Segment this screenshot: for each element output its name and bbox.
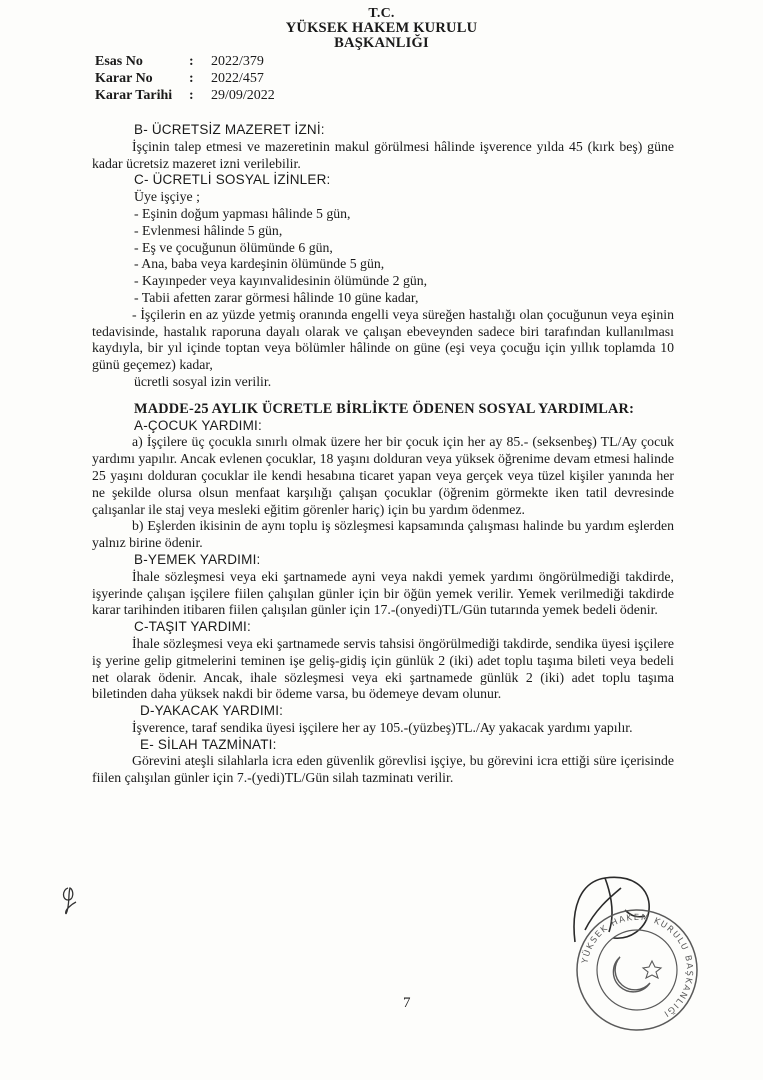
meta-label: Karar No <box>95 71 153 86</box>
meta-value: 29/09/2022 <box>211 88 275 103</box>
case-meta <box>95 53 321 104</box>
meta-colon: : <box>189 88 194 103</box>
section-title-ucretli-izin: C- ÜCRETLİ SOSYAL İZİNLER: <box>134 172 331 188</box>
document-body <box>92 122 674 787</box>
paragraph-cocuk-a: a) İşçilere üç çocukla sınırlı olmak üzere her bir çocuk için her ay 85.- (seksenbeş) TL/Ay çocuk yardımı yapılır. Ancak evlenen çocuklar, 18 yaşını dolduran veya yüksek öğrenime devam etmesi halinde 25 yaşını dolduran çocuklar ile kendi hesabına ticaret yapan veya gerçek veya tüzel kişiler yanında her ne şekilde olursa olsun menfaat karşılığı çalışan çocuklar (öğrenim görmekte iken tatil devresinde çalışanlar ile staj veya mesleki eğitim görenler hariç) için bu yardım ödenmez. <box>92 434 674 517</box>
header-tc: T.C. <box>368 6 395 21</box>
section-title-yemek: B-YEMEK YARDIMI: <box>134 551 261 567</box>
meta-value: 2022/379 <box>211 54 264 69</box>
meta-value: 2022/457 <box>211 71 264 86</box>
meta-colon: : <box>189 71 194 86</box>
document-header <box>0 6 763 51</box>
list-item: - Eşinin doğum yapması hâlinde 5 gün, <box>134 205 351 221</box>
section-title-tasit: C-TAŞIT YARDIMI: <box>134 619 251 635</box>
list-item: - Ana, baba veya kardeşinin ölümünde 5 gün, <box>134 256 385 272</box>
paragraph-yakacak: İşverence, taraf sendika üyesi işçilere her ay 105.-(yüzbeş)TL./Ay yakacak yardımı yapılır. <box>132 719 633 735</box>
list-item: - Eş ve çocuğunun ölümünde 6 gün, <box>134 239 333 255</box>
closing-line: ücretli sosyal izin verilir. <box>134 373 272 389</box>
paragraph-cocuk-b: b) Eşlerden ikisinin de aynı toplu iş sözleşmesi kapsamında çalışması halinde bu yardım eşlerden yalnız birine ödenir. <box>92 518 674 551</box>
section-title-ucretsiz-izin: B- ÜCRETSİZ MAZERET İZNİ: <box>134 122 325 137</box>
paragraph-silah: Görevini ateşli silahlarla icra eden güvenlik görevlisi işçiye, bu görevini icra ettiği süre içerisinde fiilen çalışılan günler için 7.-(yedi)TL/Gün silah tazminatı verilir. <box>92 753 674 786</box>
meta-row-esas <box>95 53 321 70</box>
list-item: - Evlenmesi hâlinde 5 gün, <box>134 222 283 238</box>
paragraph-ucretsiz-izin: İşçinin talep etmesi ve mazeretinin makul görülmesi hâlinde işverence yılda 45 (kırk beş) güne kadar ücretsiz mazeret izni verilebilir. <box>92 138 674 171</box>
header-office: BAŞKANLIĞI <box>334 35 429 51</box>
meta-row-karar <box>95 70 321 87</box>
paragraph-tasit: İhale sözleşmesi veya eki şartnamede servis tahsisi öngörülmediği takdirde, sendika üyesi işçilere iş yerine gelip gitmelerini teminen işe geliş-gidiş için günlük 2 (iki) adet toplu taşıma bileti veya bedeli net olarak ödenir. Ancak, ihale sözleşmesi veya eki şartnamede günlük 2 (iki) adet toplu taşıma biletinden daha yüksek nakdi bir ödeme varsa, bu ödemeye devam olunur. <box>92 635 674 702</box>
meta-row-tarih <box>95 87 321 104</box>
initial-signature-icon <box>60 880 90 920</box>
page-number: 7 <box>403 995 411 1011</box>
list-item: - Tabii afetten zarar görmesi hâlinde 10 güne kadar, <box>134 289 419 305</box>
paragraph-yemek: İhale sözleşmesi veya eki şartnamede ayni veya nakdi yemek yardımı öngörülmediği takdirde, işyerinde çalışan işçilere fiilen çalışılan günler için bir öğün yemek verilir. Yemek verilmediği takdirde karar tarihinden itibaren fiilen çalışılan günler için 17.-(onyedi)TL/Gün tutarında yemek bedeli ödenir. <box>92 568 674 618</box>
meta-label: Esas No <box>95 54 143 69</box>
section-title-silah: E- SİLAH TAZMİNATI: <box>140 736 277 752</box>
section-title-cocuk: A-ÇOCUK YARDIMI: <box>134 417 262 433</box>
article-title: MADDE-25 AYLIK ÜCRETLE BİRLİKTE ÖDENEN SOSYAL YARDIMLAR: <box>134 400 635 417</box>
section-title-yakacak: D-YAKACAK YARDIMI: <box>140 703 284 719</box>
seal-text: YÜKSEK HAKEM KURULU BAŞKANLIĞI <box>580 912 695 1019</box>
meta-colon: : <box>189 54 194 69</box>
official-seal-icon <box>572 905 702 1035</box>
meta-label: Karar Tarihi <box>95 88 173 103</box>
list-item-engelli: - İşçilerin en az yüzde yetmiş oranında engelli veya süreğen hastalığı olan çocuğunun veya eşinin tedavisinde, hastalık raporuna dayalı olarak ve çalışan ebeveynden sadece biri tarafından kullanılması kaydıyla, bir yıl içinde toptan veya bölümler hâlinde on güne (eşi veya çocuğu için yıllık toplamda 10 günü geçemez) kadar, <box>92 306 674 373</box>
header-institution: YÜKSEK HAKEM KURULU <box>285 20 478 36</box>
list-item: - Kayınpeder veya kayınvalidesinin ölümünde 2 gün, <box>134 273 428 289</box>
list-intro: Üye işçiye ; <box>134 189 200 205</box>
